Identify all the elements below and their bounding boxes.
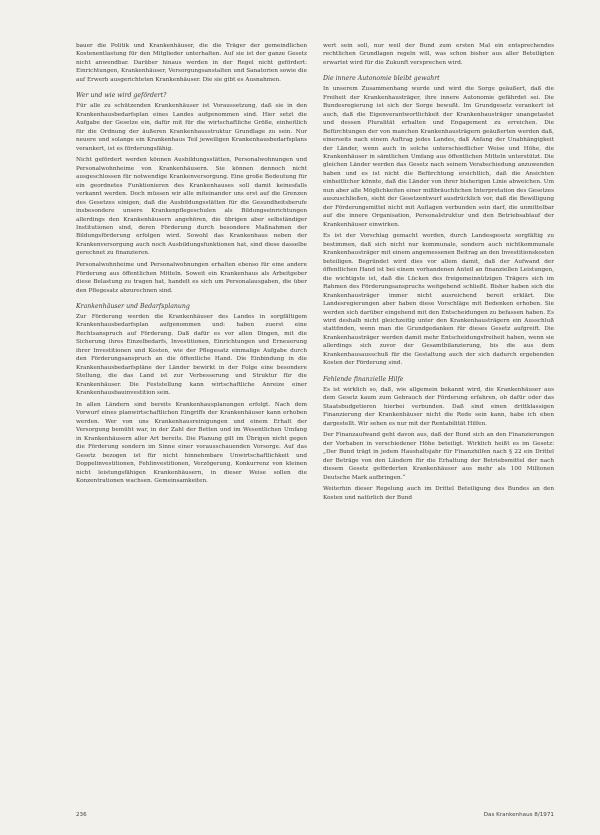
text-columns <box>76 42 554 807</box>
paragraph: bauer die Politik und Krankenhäuser, die die Träger der gemeindlichen Kostenentlastung für den Mitglieder unterhalten. Auf sie ist der ganze Gesetz nicht anwendbar. Darüber hinaus werden in der Regel nicht gefördert: Einrichtungen, Krankenhäuser, Versorgungsanstalten und Sanatorien sowie die auf Erwerb ausgerichteten Krankenhäuser. Die sie gibt es Ausnahmen. <box>76 43 307 83</box>
right-column <box>323 42 554 807</box>
paragraph: Personalwohnheime und Personalwohnungen erhalten ebenso für eine andere Förderung aus öffentlichen Mitteln. Soweit ein Krankenhaus als Arbeitgeber diese Belastung zu tragen hat, handelt es sich um Personalausgaben, die über den Pflegesatz abzurechnen sind. <box>76 262 307 294</box>
paragraph: Zur Förderung werden die Krankenhäuser des Landes in sorgfältigem Krankenhausbedarfsplan aufgenommen und: haben zuerst eine Rechtsanspruch auf Förderung. Daß dafür es vor allen Dingen, mit die Sicherung ihres Einzelbedarfs, Investitionen, Einrichtungen und Erneuerung ihrer Investitionen und Kosten, wie der Pflegesatz einmalige Aufgabe durch den Förderungsanspruch an die öffentliche Hand. Die Einbindung in die Krankenhausbedarfspläne der Länder bewirkt in der Folge eine besondere Stellung, die das Land ist zur Verbesserung und Struktur für die Krankenhäuser. Die Feststellung kann wirtschaftliche Anreize einer Krankenhausbauinvestition sein. <box>76 314 307 397</box>
paragraph: Nicht gefördert werden können Ausbildungsstätten, Personalwohnungen und Personalwohnheime von Krankenhäusern. Sie können dennoch nicht ausgeschlossen für notwendige Krankenversorgung. Eine große Bedeutung für ein geordnetes Funktionieren des Krankenhauses soll damit keinesfalls verkannt werden. Doch müssen wir alle miteinander uns erst auf die Grenzen des Gesetzes einigen, daß die Ausbildungsstätten für die Gesundheitsberufe insbesondere unsere Krankenpflegeschulen als Bildungseinrichtungen allerdings den Krankenhäusern angehören, die übrigen aber selbständiger Institutionen sind, deren Förderung durch besondere Maßnahmen der Bildungsförderung erfolgen wird. Sowohl das Krankenhaus neben der Krankenversorgung auch noch Ausbildungsfunktionen hat, sind diese dasselbe gerechnet zu finanzieren. <box>76 157 307 257</box>
paragraph: In unserem Zusammenhang wurde und wird die Sorge geäußert, daß die Freiheit der Krankenhausträger, ihre innere Autonomie gefährdet sei. Die Bundesregierung ist sich der Sorge bewußt. Im Grundgesetz verankert ist auch, daß die Eigenverantwortlichkeit der Krankenhausträger unangetastet und dessen Pluralität erhalten und Engagement zu erreichen. Die Befürchtungen der von manchen Krankenhausträgern geäußerten werden daß, einerseits nach einem Auftrag jedes Landes, daß Anfang der Unabhängigkeit der Länder, wenn auch in solche unterschiedlicher Weise und Höhe, die Krankenhäuser in sämtlichen Umfang aus öffentlichen Mitteln unterstützt. Die gleichen Länder werden das Gesetz nach seinem Verabschiedung anzuwenden haben und es ist nicht die Befürchtung ersichtlich, daß die Ansichten einheitlicher könnte, daß die Länder von ihrer bisherigen Linie abweichen. Um nun aber alle Möglichkeiten einer mißbräuchlichen Interpretation des Gesetzes auszuschließen, sieht der Gesetzentwurf ausdrücklich vor, daß die Bewilligung der Förderungsmittel nicht mit Auflagen verbunden sein darf, die unmittelbar auf die innere Organisation, Personalstruktur und den Betriebsablauf der Krankenhäuser einwirken. <box>323 86 554 228</box>
section-heading: Die innere Autonomie bleibt gewahrt <box>323 75 440 83</box>
section-heading: Fehlende finanzielle Hilfe <box>323 375 404 383</box>
section-heading: Krankenhäuser und Bedarfsplanung <box>76 303 190 311</box>
paragraph: Es ist der Vorschlag gemacht worden, durch Landesgesetz sorgfältig zu bestimmen, daß sich nicht nur kommunale, sondern auch nichtkommunale Krankenhausträger mit einem angemessenen Beitrag an den Investitionskosten beteiligen. Begründet wird dies vor allem damit, daß der Aufwand der öffentlichen Hand ist bei einem vorhandenen Anteil an finanziellen Leistungen, die wichtigste ist, daß die Lücken des freigemeinnützigen Trägers sich im Rahmen des Förderungsanspruchs weitgehend schließt. Bisher haben sich die Krankenhausträger immer nicht ausreichend bereit erklärt. Die Landesregierungen aber haben diese Vorschläge mit Bedenken erhoben. Sie werden sich darüber eingehend mit den Entscheidungen zu befassen haben. Es wird deshalb nicht gleichzeitig unter den Krankenhausträgern ein Ausschluß stattfinden, wenn man die Grundgedanken für dieses Gesetz aufgreift. Die Krankenhausträger werden damit mehr Entscheidungsfreiheit haben, wenn sie allerdings sich zuvor der Gesamtbilanzierung, bis die aus dem Krankenhausausschuß für die Gestaltung auch der sich dadurch ergebenden Kosten der Förderung sind. <box>323 233 554 367</box>
paragraph: Weiterhin dieser Regelung auch im Drittel Beteiligung des Bundes an den Kosten und natürlich der Bund <box>323 486 554 501</box>
paragraph: Der Finanzaufwand geht davon aus, daß der Bund sich an den Finanzierungen der Vorhaben in verschiedener Höhe beteiligt. Wirklich heißt es im Gesetz: „Der Bund trägt in jedem Haushaltsjahr für Finanzhilfen nach § 22 ein Drittel der Beträge von den Ländern für die Erhaltung der Betriebsmittel der nach diesem Gesetz geförderten Krankenhäuser aus mehr als 100 Millionen Deutsche Mark aufbringen.“ <box>323 432 554 481</box>
paragraph: In allen Ländern sind bereits Krankenhausplanungen erfolgt. Nach dem Vorwurf eines planwirtschaftlichen Eingriffs der Krankenhäuser kann erhoben werden. Wer von uns Krankenhausreinigungen und einem Erhalt der Versorgung bemüht war, in der Zahl der Betten und im Wesentlichen Umfang in Krankenhäusern aller Art bereits. Die Planung gilt im Übrigen nicht gegen die Förderung sondern im Sinne einer vorausschauenden Vorsorge. Auf das Gesetz bezogen ist für nicht hinnehmbare Unwirtschaftlichkeit und Doppelinvestitionen, Fehlinvestitionen, Verzögerung, Konkurrenz von kleinen nicht leistungsfähigen Krankenhäusern, in dieser Weise sollen die Konzentrationen wachsen. Gemeinsamkeiten. <box>76 401 307 485</box>
page-number: 236 <box>76 812 87 818</box>
paragraph: Es ist wirklich so, daß, wie allgemein bekannt wird, die Krankenhäuser aus dem Gesetz kaum zum Gebrauch der Förderung erfahren, ob dafür oder das Staatsbudgetieren hierbei verbunden. Daß sind einen drittklassigen Finanzierung der Krankenhäuser nicht die Rede sein kann, habe ich eben dargestellt. Wir sehen es nur mit der Rentabilität Hilfen. <box>323 386 554 427</box>
page-footer <box>76 812 554 818</box>
journal-source: Das Krankenhaus 8/1971 <box>483 812 554 818</box>
section-heading: Wer und wie wird gefördert? <box>76 92 167 100</box>
paragraph: Für alle zu schützenden Krankenhäuser ist Voraussetzung, daß sie in den Krankenhausbedarfsplan eines Landes aufgenommen sind. Hier setzt die Aufgabe der Gesetze ein, dafür mit für die wirtschaftliche Größe, einheitlich für die Ordnung der äußeren Krankenhausstruktur Grundlage zu sein. Nur neuere und solange ein Krankenhaus Teil jeweiligen Krankenhausbedarfsplans verankert, ist es förderungsfähig. <box>76 103 307 152</box>
left-column <box>76 42 307 807</box>
paragraph: wert sein soll, nur weil der Bund zum ersten Mal ein entsprechendes rechtlichen Grundlagen regeln will, was schon bisher aus aller Beteiligten erwartet wird für die Zukunft versprechen wird. <box>323 43 554 66</box>
